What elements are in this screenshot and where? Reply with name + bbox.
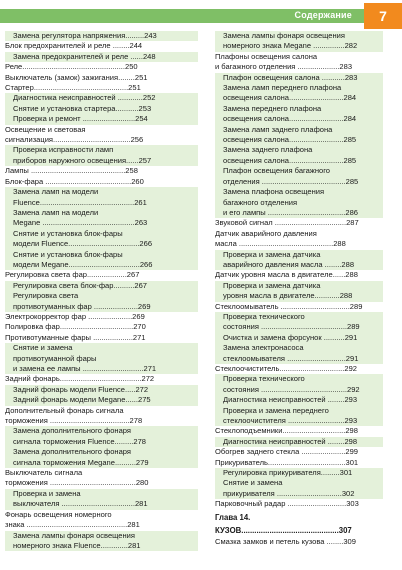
toc-entry: Электрокорректор фар .....................269 (5, 311, 145, 321)
toc-entry: Парковочный радар ............................303 (215, 499, 359, 509)
toc-entry: Проверка исправности ламп (5, 145, 198, 155)
toc-entry: Замена электронасоса (215, 343, 383, 353)
toc-entry: Плафон освещения салона ...........283 (215, 73, 383, 83)
toc-entry: Выключатель сигнала (5, 468, 83, 478)
page-number-badge (364, 3, 402, 29)
toc-column-right (215, 31, 383, 547)
toc-entry: Замена заднего плафона (215, 145, 383, 155)
toc-entry: Освещение и световая (5, 124, 86, 134)
toc-entry: Снятие и замена (5, 343, 198, 353)
toc-entry: освещения салона..........................285 (215, 135, 383, 145)
toc-entry: торможения .........................................280 (5, 478, 149, 488)
toc-entry: приборов наружного освещения......257 (5, 156, 198, 166)
toc-entry: Megane ............................................263 (5, 218, 198, 228)
toc-entry: Проверка и замена (5, 489, 198, 499)
toc-entry: отделения ........................................285 (215, 177, 383, 187)
chapter-heading: КУЗОВ.............................................307 (215, 526, 352, 536)
toc-entry: Диагностика неисправностей ........298 (215, 437, 383, 447)
toc-entry: Проверка и замена датчика (215, 250, 383, 260)
toc-entry: выключателя ...................................281 (5, 499, 198, 509)
toc-entry: Полировка фар...................................270 (5, 322, 146, 332)
toc-entry: противотуманных фар .....................269 (5, 302, 198, 312)
toc-entry: Замена дополнительного фонаря (5, 447, 198, 457)
page-number: 7 (379, 8, 387, 24)
toc-entry: Задний фонарь модели Megane......275 (5, 395, 198, 405)
toc-entry: Замена дополнительного фонаря (5, 426, 198, 436)
toc-entry: Выключатель (замок) зажигания........251 (5, 72, 148, 82)
toc-entry: Противотуманные фары ...................271 (5, 332, 146, 342)
toc-entry: Замена ламп заднего плафона (215, 125, 383, 135)
toc-entry: Снятие и установка стартера...........253 (5, 104, 198, 114)
toc-entry: знака ................................................281 (5, 520, 140, 530)
toc-entry: Стеклоомыватель .................................289 (215, 301, 363, 311)
toc-entry: масла .............................................288 (215, 239, 346, 249)
toc-entry: Диагностика неисправностей ........293 (215, 395, 383, 405)
toc-entry: Очистка и замена форсунок ..........291 (215, 333, 383, 343)
toc-entry: Реле.................................................250 (5, 62, 138, 72)
toc-entry: аварийного давления масла ........288 (215, 260, 383, 270)
toc-entry: освещения салона..........................284 (215, 114, 383, 124)
toc-entry: освещения салона..........................284 (215, 93, 383, 103)
header-title: Содержание (294, 10, 352, 20)
toc-entry: Диагностика неисправностей ............252 (5, 93, 198, 103)
toc-entry: Проверка технического (215, 374, 383, 384)
toc-column-left (5, 31, 198, 551)
toc-entry: Регулировка прикуривателя.........301 (215, 468, 383, 478)
toc-entry: и замена ее лампы .............................271 (5, 364, 198, 374)
toc-entry: Замена ламп на модели (5, 208, 198, 218)
toc-entry: прикуривателя ...............................302 (215, 489, 383, 499)
toc-entry: Проверка технического (215, 312, 383, 322)
toc-entry: состояния .........................................292 (215, 385, 383, 395)
toc-entry: Замена регулятора напряжения.........243 (5, 31, 198, 41)
toc-entry: Датчик уровня масла в двигателе......288 (215, 270, 358, 280)
toc-entry: Регулировка света блок-фар..........267 (5, 281, 198, 291)
toc-entry: Fluence.............................................261 (5, 198, 198, 208)
toc-entry: и его лампы .....................................286 (215, 208, 383, 218)
toc-entry: Звуковой сигнал ..................................287 (215, 218, 359, 228)
toc-entry: Замена ламп на модели (5, 187, 198, 197)
toc-entry: Снятие и установка блок-фары (5, 229, 198, 239)
toc-entry: модели Fluence..................................266 (5, 239, 198, 249)
toc-entry: сигнала торможения Fluence.........278 (5, 437, 198, 447)
toc-entry: Задний фонарь.......................................272 (5, 374, 155, 384)
toc-entry: Проверка и замена датчика (215, 281, 383, 291)
toc-entry: Замена плафона освещения (215, 187, 383, 197)
toc-entry: и багажного отделения ....................283 (215, 62, 353, 72)
toc-entry: Проверка и ремонт .........................254 (5, 114, 198, 124)
toc-entry: стеклоочистителя ...........................293 (215, 416, 383, 426)
toc-entry: Обогрев заднего стекла .....................299 (215, 447, 359, 457)
toc-entry: Блок-фара .........................................260 (5, 176, 144, 186)
toc-entry: Замена переднего плафона (215, 104, 383, 114)
toc-entry: состояния .........................................289 (215, 322, 383, 332)
toc-entry: Задний фонарь модели Fluence.....272 (5, 385, 198, 395)
toc-entry: сигнала торможения Megane..........279 (5, 458, 198, 468)
toc-entry: Проверка и замена переднего (215, 406, 383, 416)
toc-entry: освещения салона..........................285 (215, 156, 383, 166)
toc-entry: Замена предохранителей и реле ......248 (5, 52, 198, 62)
toc-entry: Плафон освещения багажного (215, 166, 383, 176)
toc-entry: номерного знака Fluence.............281 (5, 541, 198, 551)
toc-entry: Прикуриватель.....................................301 (215, 457, 359, 467)
toc-entry: Смазка замков и петель кузова ........309 (215, 536, 356, 546)
toc-entry: сигнализация.....................................256 (5, 135, 144, 145)
toc-entry: Датчик аварийного давления (215, 228, 317, 238)
toc-entry: уровня масла в двигателе............288 (215, 291, 383, 301)
toc-entry: Замена лампы фонаря освещения (215, 31, 383, 41)
toc-entry: Снятие и установка блок-фары (5, 250, 198, 260)
toc-entry: торможения ......................................278 (5, 416, 143, 426)
toc-entry: Регулировка света фар...................267 (5, 270, 140, 280)
toc-entry: Плафоны освещения салона (215, 51, 318, 61)
toc-entry: багажного отделения (215, 198, 383, 208)
toc-entry: Стеклоподъемники..............................298 (215, 426, 358, 436)
toc-entry: Блок предохранителей и реле ........244 (5, 41, 143, 51)
toc-entry: модели Megane..................................266 (5, 260, 198, 270)
toc-entry: Замена ламп переднего плафона (215, 83, 383, 93)
toc-entry: Фонарь освещения номерного (5, 509, 112, 519)
toc-entry: Дополнительный фонарь сигнала (5, 405, 124, 415)
toc-entry: стеклоомывателя ............................291 (215, 354, 383, 364)
toc-entry: противотуманной фары (5, 354, 198, 364)
toc-entry: Стартер.............................................251 (5, 83, 141, 93)
toc-entry: Лампы .............................................258 (5, 166, 138, 176)
toc-entry: Замена лампы фонаря освещения (5, 531, 198, 541)
toc-entry: номерного знака Megane ...............282 (215, 41, 383, 51)
toc-entry: Регулировка света (5, 291, 198, 301)
chapter-heading: Глава 14. (215, 512, 251, 522)
toc-entry: Стеклоочиститель...............................292 (215, 364, 357, 373)
toc-entry: Снятие и замена (215, 478, 383, 488)
